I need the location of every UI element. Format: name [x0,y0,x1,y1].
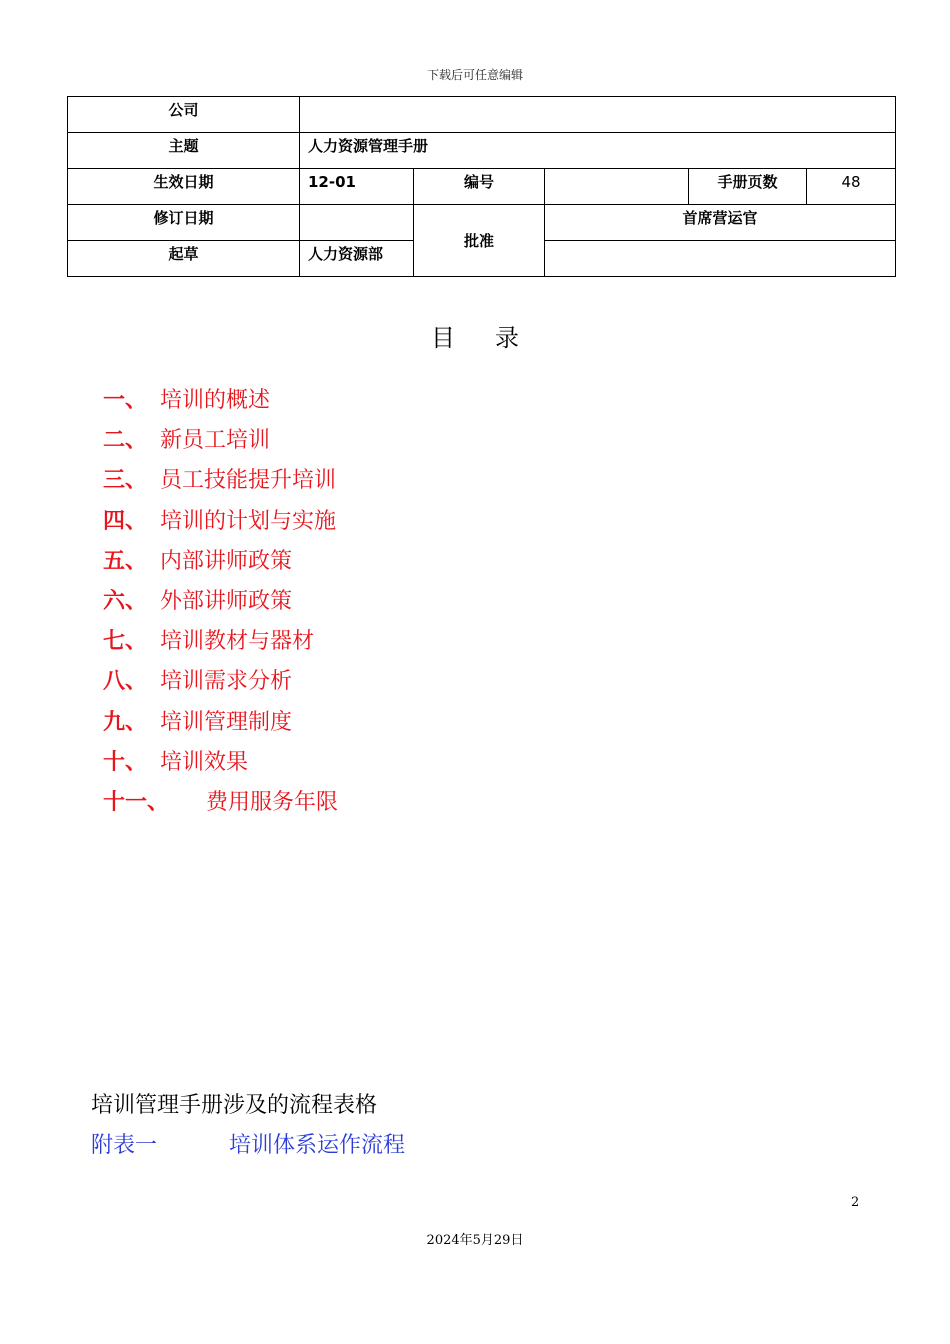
toc-item[interactable] [103,584,338,624]
toc-item-text: 培训教材与器材 [160,629,315,655]
toc-item[interactable] [103,664,338,704]
appendix-link[interactable] [91,1128,405,1159]
toc-item[interactable] [103,504,338,544]
appendix-title: 培训管理手册涉及的流程表格 [91,1093,378,1118]
toc-item-number: 七、 [103,629,148,655]
toc-item-text: 培训的概述 [160,388,271,413]
toc-title: 目录 [431,324,559,352]
page-number: 2 [851,1195,860,1210]
toc-item[interactable] [103,544,338,584]
toc-item-text: 内部讲师政策 [160,548,293,574]
appendix-item-text: 培训体系运作流程 [229,1133,406,1158]
toc-item[interactable] [103,705,338,745]
toc-item[interactable] [103,624,338,664]
toc-item-text: 新员工培训 [160,428,271,454]
draft-label: 起草 [68,241,300,277]
pages-value: 48 [807,169,896,205]
effective-date-row [68,169,896,205]
company-value [300,97,896,133]
revision-date-value [300,205,414,241]
table-of-contents [103,383,338,825]
revision-date-row [68,205,896,241]
effective-date-label: 生效日期 [68,169,300,205]
toc-item[interactable] [103,423,338,463]
approver-value: 首席营运官 [545,205,896,241]
revision-date-label: 修订日期 [68,205,300,241]
toc-item-text: 培训的计划与实施 [160,508,337,534]
number-value [545,169,689,205]
toc-item-number: 一、 [103,388,148,413]
toc-item-number: 十一、 [103,789,170,815]
toc-item[interactable] [103,383,338,423]
subject-row [68,133,896,169]
toc-item-text: 费用服务年限 [206,789,339,815]
effective-date-value: 12-01 [300,169,414,205]
company-label: 公司 [68,97,300,133]
toc-item-text: 培训管理制度 [160,709,293,735]
toc-item-number: 二、 [103,428,148,454]
company-row [68,97,896,133]
toc-item-text: 培训效果 [160,749,249,775]
toc-item-number: 十、 [103,749,148,775]
approval-label: 批准 [414,205,545,277]
toc-item-text: 员工技能提升培训 [160,468,337,494]
toc-item-number: 五、 [103,548,148,574]
toc-item-number: 六、 [103,588,148,614]
subject-label: 主题 [68,133,300,169]
toc-item[interactable] [103,785,338,825]
toc-item-number: 四、 [103,508,148,534]
pages-label: 手册页数 [689,169,807,205]
footer-date: 2024年5月29日 [426,1233,524,1248]
draft-value: 人力资源部 [300,241,414,277]
approver-signature [545,241,896,277]
subject-value: 人力资源管理手册 [300,133,896,169]
document-info-table [67,96,896,277]
toc-item-number: 三、 [103,468,148,494]
toc-item-number: 九、 [103,709,148,735]
toc-item[interactable] [103,745,338,785]
toc-item[interactable] [103,463,338,503]
appendix-item-label: 附表一 [91,1133,158,1158]
number-label: 编号 [414,169,545,205]
toc-item-text: 培训需求分析 [160,669,293,695]
header-note: 下载后可任意编辑 [426,68,523,82]
toc-item-text: 外部讲师政策 [160,588,293,614]
toc-item-number: 八、 [103,669,148,695]
